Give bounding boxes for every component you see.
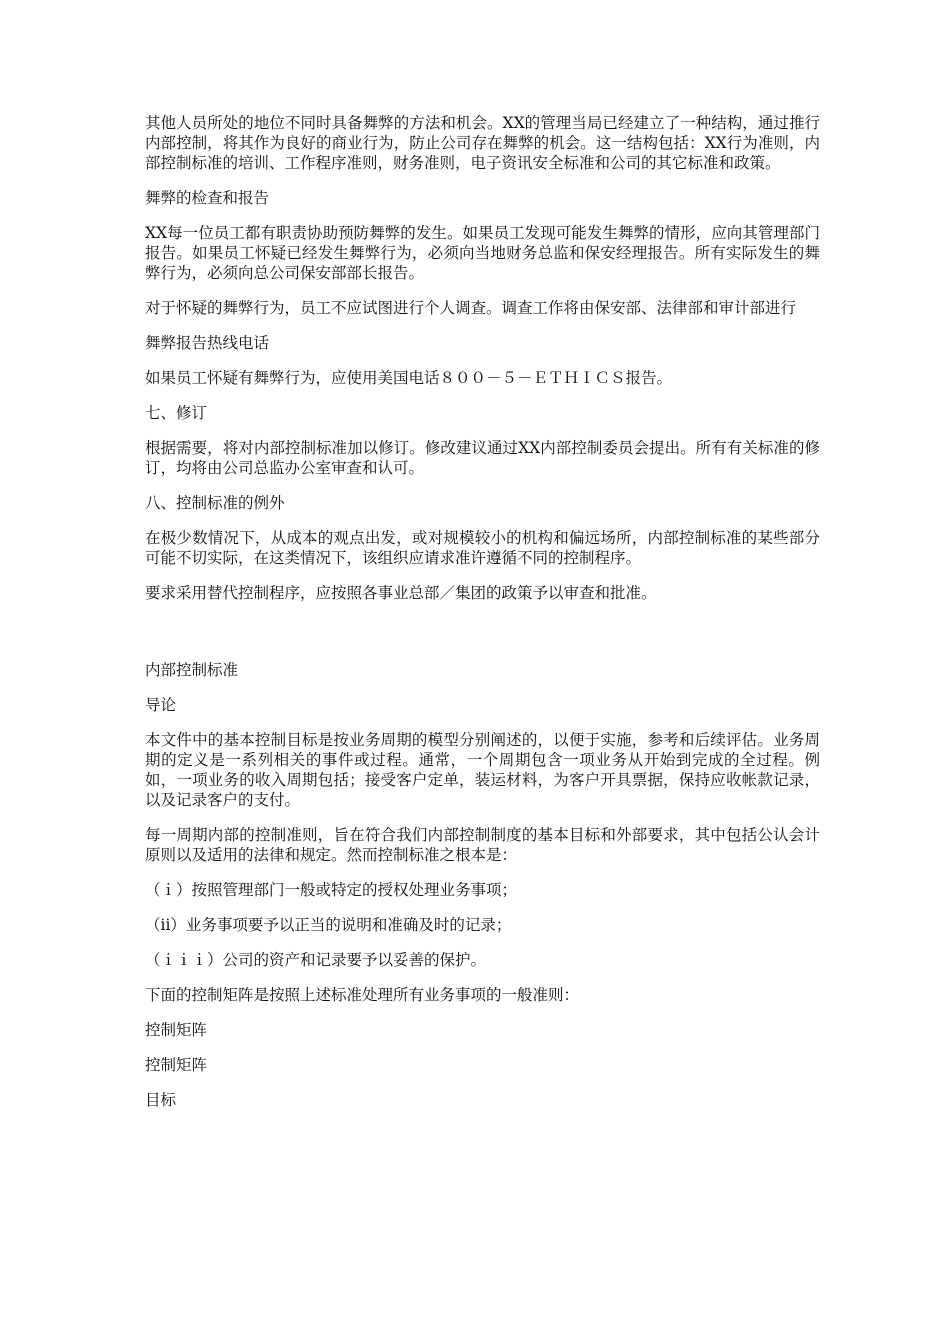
body-paragraph: XX每一位员工都有职责协助预防舞弊的发生。如果员工发现可能发生舞弊的情形，应向其管理部门报告。如果员工怀疑已经发生舞弊行为，必须向当地财务总监和保安经理报告。所有实际发生的舞弊行为，必须向总公司保安部部长报告。 [145,224,820,282]
document-title: 内部控制标准 [145,661,239,679]
body-paragraph: 如果员工怀疑有舞弊行为，应使用美国电话８００－５－ＥＴＨＩＣＳ报告。 [145,369,673,387]
section-heading: 八、控制标准的例外 [145,494,285,512]
body-paragraph: 根据需要，将对内部控制标准加以修订。修改建议通过XX内部控制委员会提出。所有有关标准的修订，均将由公司总监办公室审查和认可。 [145,439,820,477]
list-item: （ｉ）按照管理部门一般或特定的授权处理业务事项； [145,881,518,899]
section-heading: 控制矩阵 [145,1056,208,1074]
body-paragraph: 对于怀疑的舞弊行为，员工不应试图进行个人调查。调查工作将由保安部、法律部和审计部进行 [145,299,797,317]
document-page [145,113,820,1125]
body-paragraph: 要求采用替代控制程序，应按照各事业总部／集团的政策予以审查和批准。 [145,584,657,602]
list-item: （ii）业务事项要予以正当的说明和准确及时的记录； [145,916,512,934]
section-heading: 控制矩阵 [145,1021,208,1039]
list-item: （ｉｉｉ）公司的资产和记录要予以妥善的保护。 [145,951,487,969]
section-heading: 目标 [145,1091,177,1109]
section-heading: 舞弊报告热线电话 [145,334,270,352]
body-paragraph: 下面的控制矩阵是按照上述标准处理所有业务事项的一般准则： [145,986,580,1004]
section-heading: 舞弊的检查和报告 [145,189,270,207]
body-paragraph: 本文件中的基本控制目标是按业务周期的模型分别阐述的，以便于实施，参考和后续评估。业务周期的定义是一系列相关的事件或过程。通常，一个周期包含一项业务从开始到完成的全过程。例如，一项业务的收入周期包括；接受客户定单，装运材料，为客户开具票据，保持应收帐款记录，以及记录客户的支付。 [145,731,820,809]
body-paragraph: 每一周期内部的控制准则，旨在符合我们内部控制制度的基本目标和外部要求，其中包括公认会计原则以及适用的法律和规定。然而控制标准之根本是： [145,826,820,864]
section-heading: 导论 [145,696,177,714]
body-paragraph: 其他人员所处的地位不同时具备舞弊的方法和机会。XX的管理当局已经建立了一种结构，通过推行内部控制，将其作为良好的商业行为，防止公司存在舞弊的机会。这一结构包括：XX行为准则，内部控制标准的培训、工作程序准则，财务准则，电子资讯安全标准和公司的其它标准和政策。 [145,114,820,172]
section-spacer [145,618,820,660]
body-paragraph: 在极少数情况下，从成本的观点出发，或对规模较小的机构和偏远场所，内部控制标准的某些部分可能不切实际，在这类情况下，该组织应请求准许遵循不同的控制程序。 [145,529,820,567]
section-heading: 七、修订 [145,404,208,422]
